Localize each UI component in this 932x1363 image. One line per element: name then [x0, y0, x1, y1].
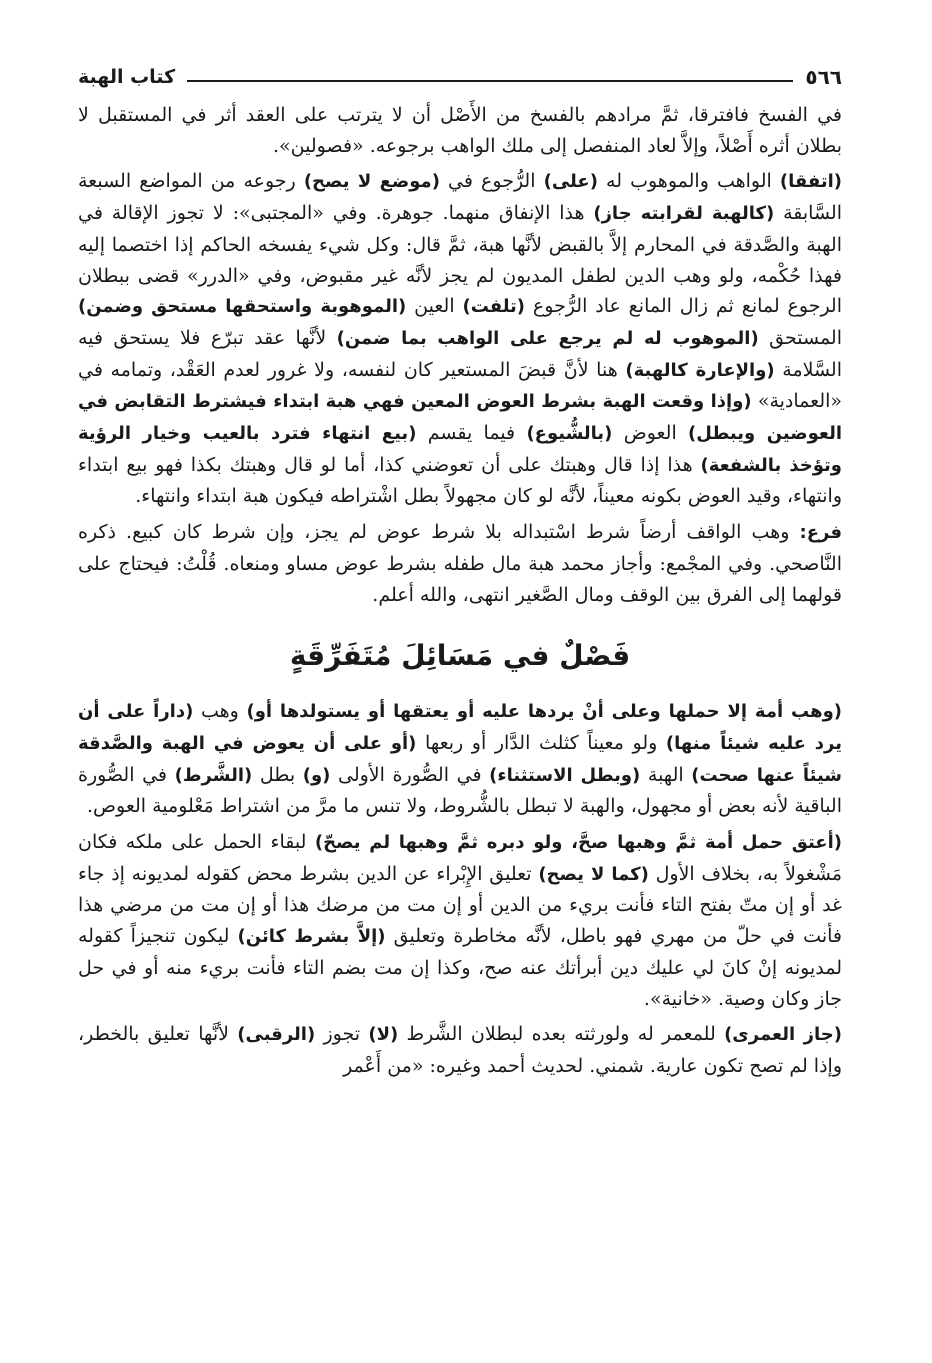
page-number: ٥٦٦ — [805, 65, 842, 89]
page-header — [78, 62, 842, 92]
commentary-text: ليكون تنجيزاً كقوله لمديونه إنْ كانَ لي عليك دين أبرأتك عنه صح، وكذا إن مت بضم التاء فأنت بريء منه أو في حل جاز وكان وصية. «خانية». — [78, 925, 842, 1010]
commentary-text: ولو معيناً كثلث الدَّار أو ربعها — [416, 731, 666, 754]
bold-matn-text: فرع: — [799, 522, 842, 544]
bold-matn-text: (موضع لا يصح) — [303, 171, 440, 193]
commentary-text: هذا الإنفاق منهما. جوهرة. وفي «المجتبى»: لا تجوز الإقالة في الهبة والصَّدقة في المحارم إلاَّ بالقبض لأنَّها هبة، ثمَّ قال: وكل شيء يفسخه الحاكم إذا اختصما إليه فهذا حُكْمه، ولو وهب الدين لطفل المديون لم يجز لأنَّه غير مقبوض، وفي «الدرر» قضى ببطلان الرجوع لمانع ثم زال المانع عاد الرُّجوع — [78, 202, 842, 318]
commentary-text: في الصُّورة الباقية لأنه بعض أو مجهول، والهبة لا تبطل بالشُّروط، ولا تنس ما مرَّ من اشتراط مَعْلومية العوص. — [78, 763, 842, 818]
commentary-text: العوض — [612, 422, 689, 445]
commentary-text: الهبة — [640, 763, 692, 786]
bold-matn-text: (و) — [302, 764, 331, 786]
paragraph — [78, 1019, 842, 1081]
bold-matn-text: (الموهوب له لم يرجع على الواهب بما ضمن) — [336, 327, 759, 349]
commentary-text: في الصُّورة الأولى — [330, 763, 490, 786]
commentary-text: للمعمر له ولورثته بعده لبطلان الشَّرط — [398, 1023, 725, 1046]
bold-matn-text: (كالهبة لقرابته جاز) — [593, 203, 775, 225]
book-page — [78, 62, 842, 1087]
commentary-text: لبقاء الحمل على ملكه فكان مَشْغولاً به، بخلاف الأول — [78, 831, 843, 885]
bold-matn-text: (اتفقا) — [779, 171, 842, 193]
book-title: كتاب الهبة — [78, 66, 176, 88]
commentary-text: الرُّجوع في — [439, 170, 544, 193]
bold-matn-text: (الموهوبة واستحقها مستحق وضمن) — [78, 296, 407, 318]
commentary-text: المستحق — [758, 326, 842, 349]
bold-matn-text: (الرقبى) — [237, 1024, 316, 1046]
commentary-text: في الفسخ فافترقا، ثمَّ مرادهم بالفسخ من الأَصْل أن لا يترتب على العقد أثر في المستقبل لا بطلان أثره أَصْلاً، وإلاَّ لعاد المنفصل إلى ملك الواهب برجوعه. «فصولين». — [78, 104, 842, 157]
paragraph — [78, 166, 842, 512]
bold-matn-text: (جاز العمرى) — [724, 1024, 842, 1046]
header-rule — [187, 80, 793, 82]
commentary-text: فيما يقسم — [416, 422, 527, 445]
commentary-text: لأنَّها عقد تبرّع فلا يستحق فيه السَّلامة — [78, 326, 842, 381]
bold-matn-text: (أعتق حمل أمة ثمَّ وهبها صحَّ، ولو دبره ثمَّ وهبها لم يصحّ) — [314, 832, 842, 854]
commentary-text: الواهب والموهوب له — [597, 170, 780, 193]
commentary-text: وهب — [193, 700, 247, 723]
commentary-text: تجوز — [315, 1023, 369, 1046]
paragraph — [78, 827, 842, 1014]
bold-matn-text: (الشَّرط) — [174, 764, 253, 786]
bold-matn-text: (والإعارة كالهبة) — [625, 359, 775, 381]
bold-matn-text: (أو على أن يعوض في الهبة والصَّدقة شيئاً عنها صحت) — [78, 732, 843, 786]
bold-matn-text: (على) — [543, 171, 598, 193]
bold-matn-text: (كما لا يصح) — [538, 863, 649, 885]
bold-matn-text: (وإذا وقعت الهبة بشرط العوض المعين فهي هبة ابتداء فيشترط التقابض في العوضين ويبطل) — [78, 391, 843, 445]
bold-matn-text: (تلفت) — [462, 296, 526, 318]
commentary-text: هذا إذا قال وهبتك على أن تعوضني كذا، أما لو قال وهبتك بكذا فهو بيع ابتداء وانتهاء، وقيد العوض بكونه معيناً، لأنَّه لو كان مجهولاً بطل اشْتراطه فيكون هبة ابتداء وانتهاء. — [78, 453, 842, 508]
bold-matn-text: (داراً على أن يرد عليه شيئاً منها) — [78, 701, 843, 754]
commentary-text: هنا لأنَّ قبضَ المستعير كان لنفسه، ولا غرور لعدم العَقْد، وتمامه في «العمادية» — [78, 358, 843, 413]
bold-matn-text: (إلاَّ بشرط كائن) — [237, 926, 386, 948]
paragraph — [78, 696, 842, 822]
section-heading: فَصْلٌ في مَسَائِلَ مُتَفَرِّقَةٍ — [289, 639, 631, 673]
body-text-part-1 — [78, 100, 842, 610]
bold-matn-text: (بالشُّيوع) — [526, 423, 613, 445]
commentary-text: العين — [406, 295, 463, 318]
body-text-part-2 — [78, 696, 842, 1081]
bold-matn-text: (وهب أمة إلا حملها وعلى أنْ يردها عليه أو يعتقها أو يستولدها أو) — [246, 701, 842, 723]
paragraph — [78, 517, 842, 610]
commentary-text: رجوعه من المواضع السبعة السَّابقة — [78, 170, 842, 225]
bold-matn-text: (لا) — [368, 1024, 399, 1046]
bold-matn-text: (بيع انتهاء فترد بالعيب وخيار الرؤية وتؤخذ بالشفعة) — [78, 423, 842, 476]
paragraph — [78, 100, 842, 161]
commentary-text: وهب الواقف أرضاً شرط اسْتبداله بلا شرط عوض لم يجز، وإن شرط كان كبيع. ذكره النَّاصحي. وفي المجْمع: وأجاز محمد هبة مال طفله بشرط عوض مساو ومنعاه. قُلْتُ: فيحتاج على قولهما إلى الفرق بين الوقف ومال الصَّغير انتهى، والله أعلم. — [78, 521, 842, 606]
bold-matn-text: (وبطل الاستثناء) — [489, 764, 641, 786]
commentary-text: لأنَّها تعليق بالخطر، وإذا لم تصح تكون عارية. شمني. لحديث أحمد وغيره: «من أَعْمر — [78, 1023, 842, 1077]
commentary-text: بطل — [252, 763, 303, 786]
commentary-text: تعليق الإِبْراء عن الدين بشرط محض كقوله لمديونه إذ جاء غد أو إن متّ بفتح التاء فأنت بريء من الدين أو إن مت من مرضك هذا أو إن مت من مرضي هذا فأنت في حلّ من مهري فهو باطل، لأنَّه مخاطرة وتعليق — [78, 862, 842, 948]
